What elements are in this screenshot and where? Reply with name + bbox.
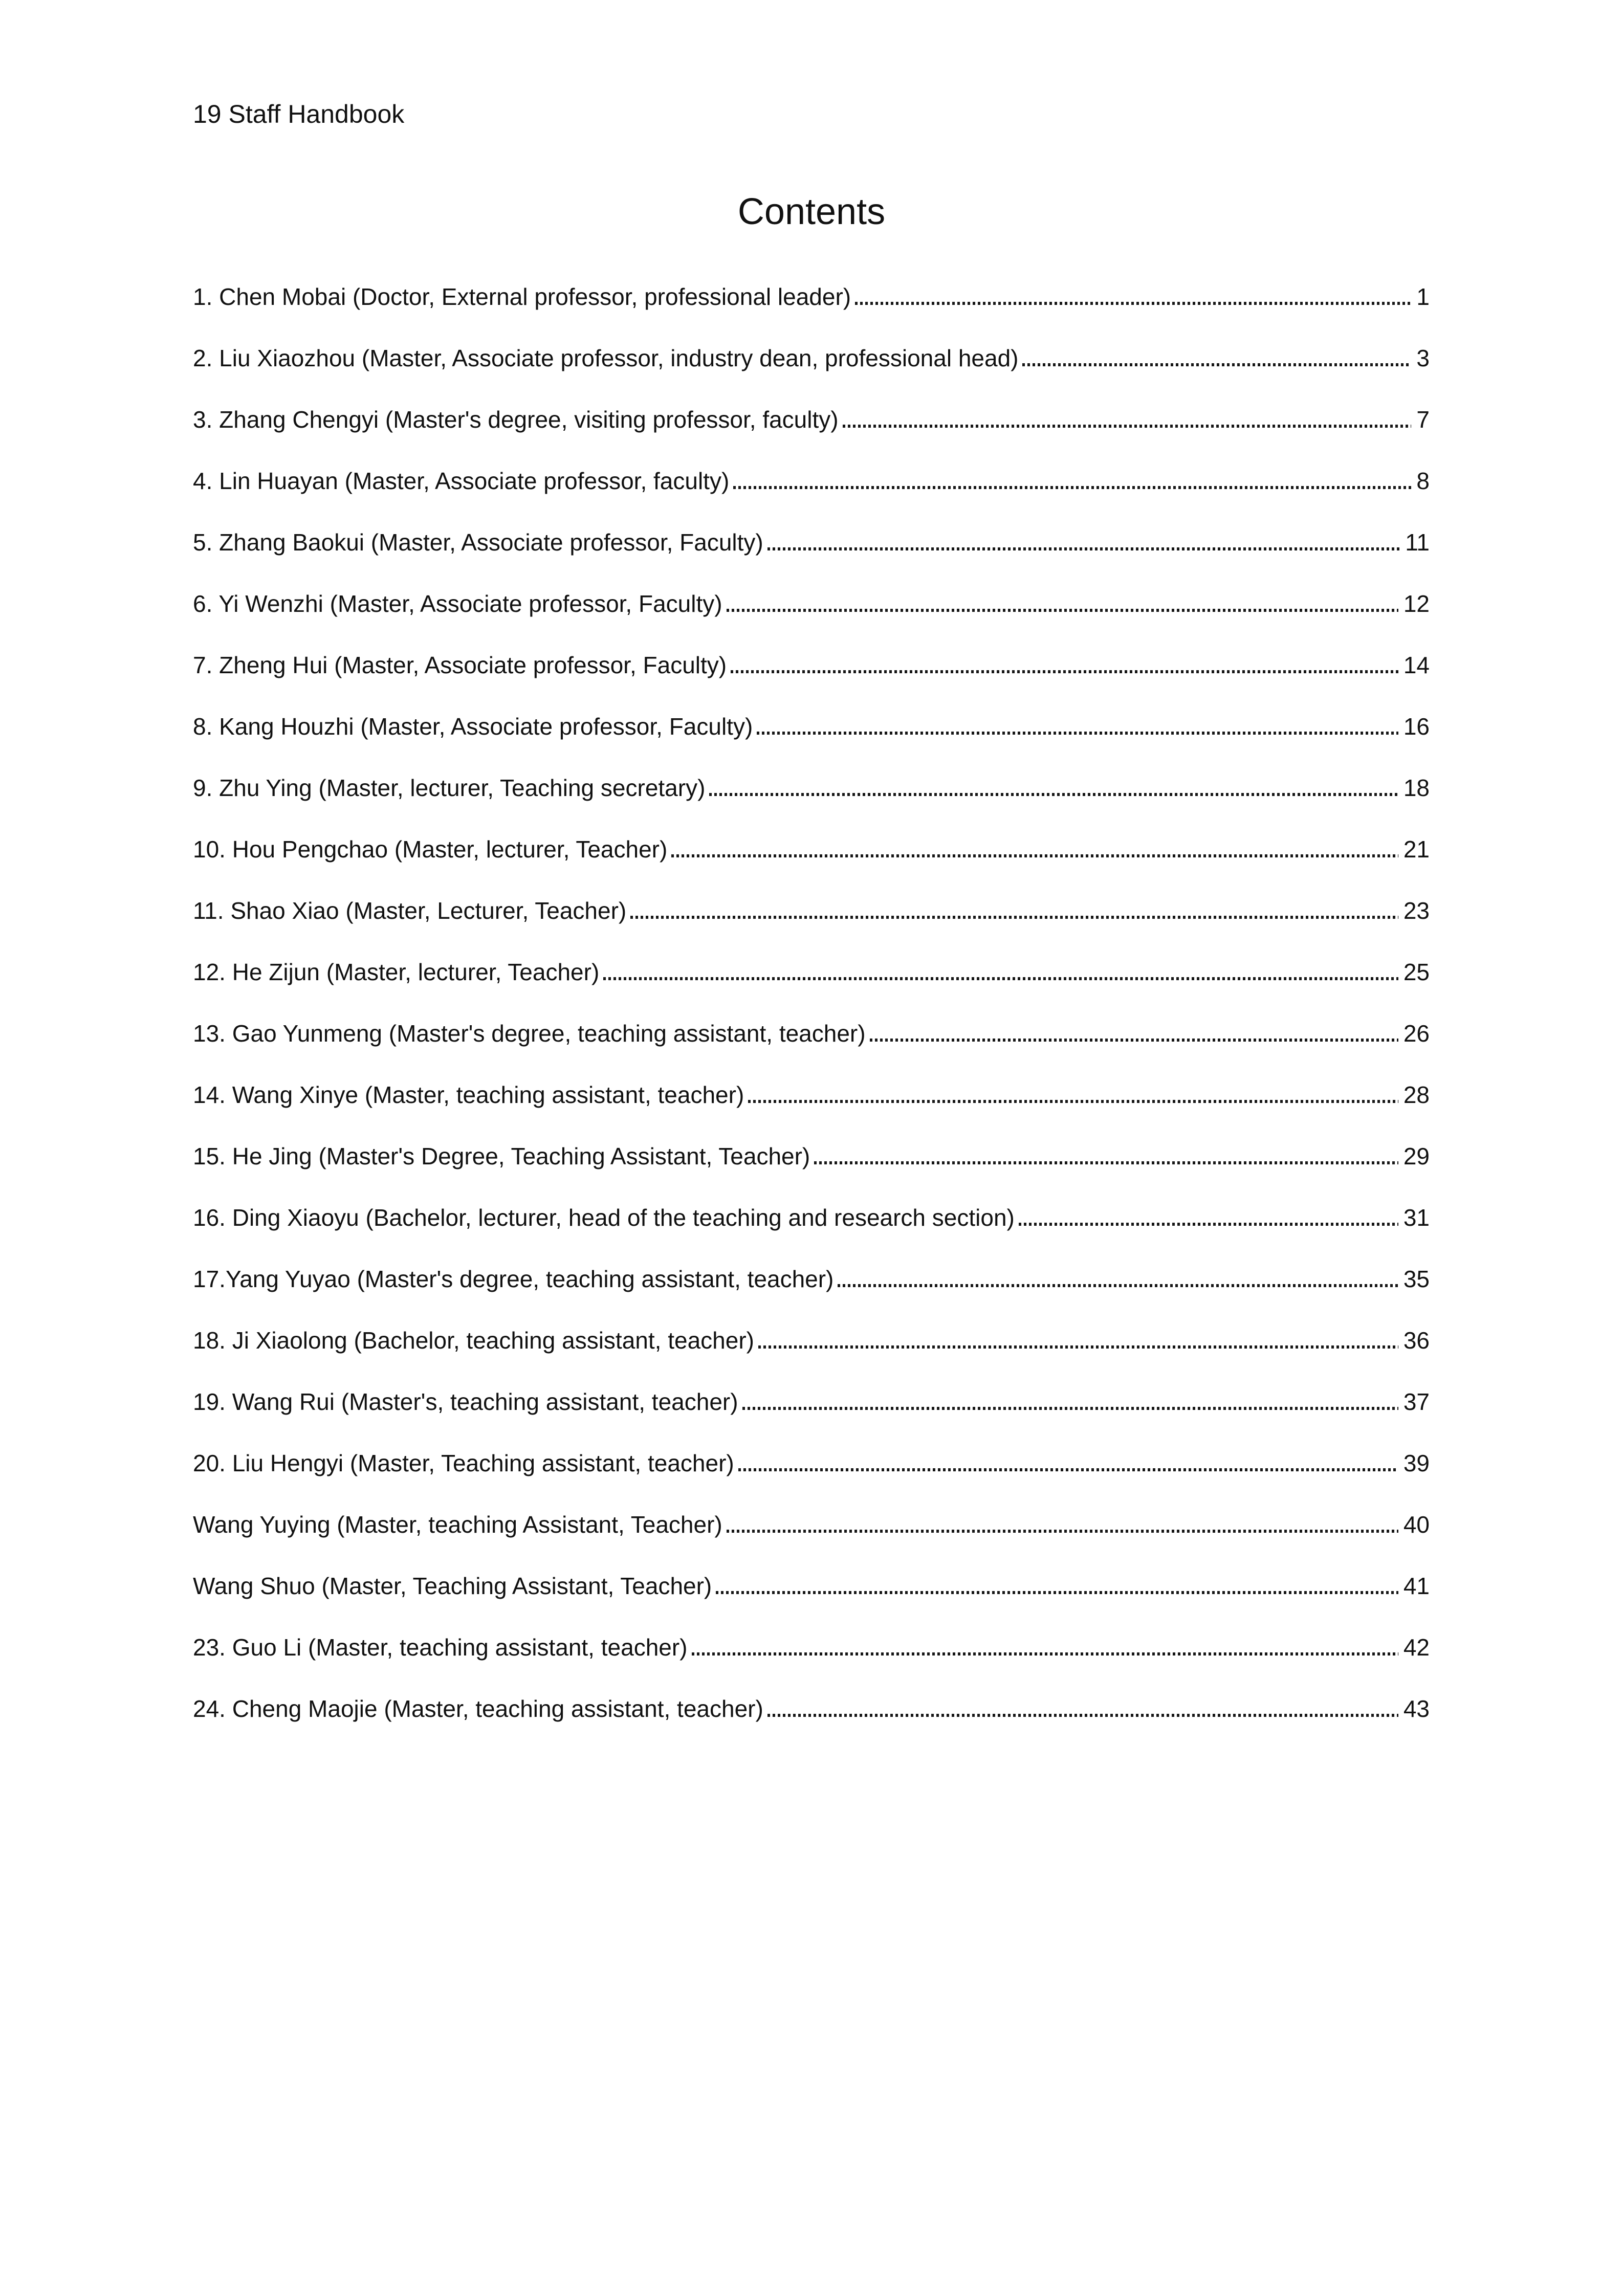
toc-entry-label: 6. Yi Wenzhi (Master, Associate professor, Faculty) xyxy=(193,590,722,617)
toc-entry-label: Wang Yuying (Master, teaching Assistant, Teacher) xyxy=(193,1511,722,1538)
toc-page-number: 29 xyxy=(1403,1143,1430,1169)
toc-entry-label: 17.Yang Yuyao (Master's degree, teaching assistant, teacher) xyxy=(193,1266,834,1292)
toc-row[interactable] xyxy=(193,1125,1430,1187)
dot-leader xyxy=(843,424,1412,428)
toc-page-number: 3 xyxy=(1416,345,1430,371)
toc-page-number: 26 xyxy=(1403,1020,1430,1047)
toc-entry-label: 9. Zhu Ying (Master, lecturer, Teaching secretary) xyxy=(193,775,706,801)
toc-entry-label: 4. Lin Huayan (Master, Associate professor, faculty) xyxy=(193,468,730,494)
dot-leader xyxy=(727,1529,1398,1533)
toc-entry-label: 5. Zhang Baokui (Master, Associate professor, Faculty) xyxy=(193,529,763,556)
toc-entry-label: Wang Shuo (Master, Teaching Assistant, Teacher) xyxy=(193,1573,712,1599)
toc-row[interactable] xyxy=(193,1494,1430,1555)
dot-leader xyxy=(709,792,1398,796)
toc-entry-label: 16. Ding Xiaoyu (Bachelor, lecturer, head of the teaching and research section) xyxy=(193,1204,1015,1231)
toc-page-number: 37 xyxy=(1403,1388,1430,1415)
dot-leader xyxy=(855,301,1411,305)
toc-row[interactable] xyxy=(193,819,1430,880)
dot-leader xyxy=(748,1099,1398,1103)
dot-leader xyxy=(838,1284,1398,1287)
toc-row[interactable] xyxy=(193,266,1430,327)
dot-leader xyxy=(767,1713,1398,1717)
dot-leader xyxy=(671,854,1398,857)
toc-row[interactable] xyxy=(193,1678,1430,1739)
dot-leader xyxy=(630,915,1398,919)
toc-page-number: 12 xyxy=(1403,590,1430,617)
toc-page-number: 18 xyxy=(1403,775,1430,801)
toc-row[interactable] xyxy=(193,634,1430,696)
dot-leader xyxy=(1022,363,1411,366)
toc-entry-label: 13. Gao Yunmeng (Master's degree, teaching assistant, teacher) xyxy=(193,1020,866,1047)
toc-row[interactable] xyxy=(193,1432,1430,1494)
dot-leader xyxy=(731,670,1398,673)
toc-entry-label: 20. Liu Hengyi (Master, Teaching assistant, teacher) xyxy=(193,1450,734,1476)
toc-row[interactable] xyxy=(193,1064,1430,1125)
toc-row[interactable] xyxy=(193,1555,1430,1617)
toc-page-number: 14 xyxy=(1403,652,1430,678)
toc-row[interactable] xyxy=(193,880,1430,941)
toc-row[interactable] xyxy=(193,1003,1430,1064)
toc-row[interactable] xyxy=(193,389,1430,450)
toc-page-number: 42 xyxy=(1403,1634,1430,1661)
toc-page-number: 25 xyxy=(1403,959,1430,985)
toc-entry-label: 19. Wang Rui (Master's, teaching assistant, teacher) xyxy=(193,1388,738,1415)
toc-entry-label: 3. Zhang Chengyi (Master's degree, visiting professor, faculty) xyxy=(193,406,839,433)
toc-page-number: 23 xyxy=(1403,897,1430,924)
dot-leader xyxy=(603,977,1398,980)
toc-entry-label: 24. Cheng Maojie (Master, teaching assistant, teacher) xyxy=(193,1695,763,1722)
toc-row[interactable] xyxy=(193,757,1430,819)
dot-leader xyxy=(814,1161,1398,1164)
dot-leader xyxy=(1019,1222,1398,1226)
toc-entry-label: 15. He Jing (Master's Degree, Teaching Assistant, Teacher) xyxy=(193,1143,810,1169)
toc-row[interactable] xyxy=(193,1248,1430,1310)
toc-row[interactable] xyxy=(193,1310,1430,1371)
toc-page-number: 28 xyxy=(1403,1081,1430,1108)
dot-leader xyxy=(767,547,1400,550)
page-header: 19 Staff Handbook xyxy=(193,100,405,128)
toc-row[interactable] xyxy=(193,1371,1430,1432)
toc-entry-label: 18. Ji Xiaolong (Bachelor, teaching assistant, teacher) xyxy=(193,1327,754,1354)
toc-row[interactable] xyxy=(193,941,1430,1003)
toc-row[interactable] xyxy=(193,450,1430,512)
toc xyxy=(193,266,1430,1739)
contents-title: Contents xyxy=(737,191,886,232)
toc-page-number: 8 xyxy=(1416,468,1430,494)
toc-entry-label: 12. He Zijun (Master, lecturer, Teacher) xyxy=(193,959,600,985)
toc-page-number: 40 xyxy=(1403,1511,1430,1538)
toc-page-number: 43 xyxy=(1403,1695,1430,1722)
toc-entry-label: 2. Liu Xiaozhou (Master, Associate professor, industry dean, professional head) xyxy=(193,345,1019,371)
toc-row[interactable] xyxy=(193,696,1430,757)
toc-page-number: 21 xyxy=(1403,836,1430,863)
toc-page-number: 39 xyxy=(1403,1450,1430,1476)
toc-entry-label: 7. Zheng Hui (Master, Associate professor, Faculty) xyxy=(193,652,727,678)
toc-entry-label: 14. Wang Xinye (Master, teaching assistant, teacher) xyxy=(193,1081,744,1108)
toc-page-number: 35 xyxy=(1403,1266,1430,1292)
toc-page-number: 7 xyxy=(1416,406,1430,433)
dot-leader xyxy=(742,1406,1398,1410)
toc-entry-label: 23. Guo Li (Master, teaching assistant, teacher) xyxy=(193,1634,688,1661)
toc-page-number: 36 xyxy=(1403,1327,1430,1354)
dot-leader xyxy=(870,1038,1398,1042)
toc-entry-label: 10. Hou Pengchao (Master, lecturer, Teacher) xyxy=(193,836,668,863)
toc-row[interactable] xyxy=(193,573,1430,634)
toc-entry-label: 1. Chen Mobai (Doctor, External professor, professional leader) xyxy=(193,283,851,310)
toc-entry-label: 8. Kang Houzhi (Master, Associate professor, Faculty) xyxy=(193,713,753,740)
dot-leader xyxy=(727,608,1398,612)
toc-row[interactable] xyxy=(193,1187,1430,1248)
toc-row[interactable] xyxy=(193,1617,1430,1678)
toc-row[interactable] xyxy=(193,327,1430,389)
toc-page-number: 41 xyxy=(1403,1573,1430,1599)
toc-entry-label: 11. Shao Xiao (Master, Lecturer, Teacher) xyxy=(193,897,627,924)
dot-leader xyxy=(716,1591,1398,1594)
toc-page-number: 11 xyxy=(1405,529,1430,556)
dot-leader xyxy=(758,1345,1398,1349)
dot-leader xyxy=(738,1468,1398,1471)
dot-leader xyxy=(692,1652,1398,1655)
toc-row[interactable] xyxy=(193,512,1430,573)
dot-leader xyxy=(757,731,1398,735)
toc-page-number: 16 xyxy=(1403,713,1430,740)
toc-page-number: 31 xyxy=(1403,1204,1430,1231)
toc-page-number: 1 xyxy=(1416,283,1430,310)
dot-leader xyxy=(733,485,1411,489)
